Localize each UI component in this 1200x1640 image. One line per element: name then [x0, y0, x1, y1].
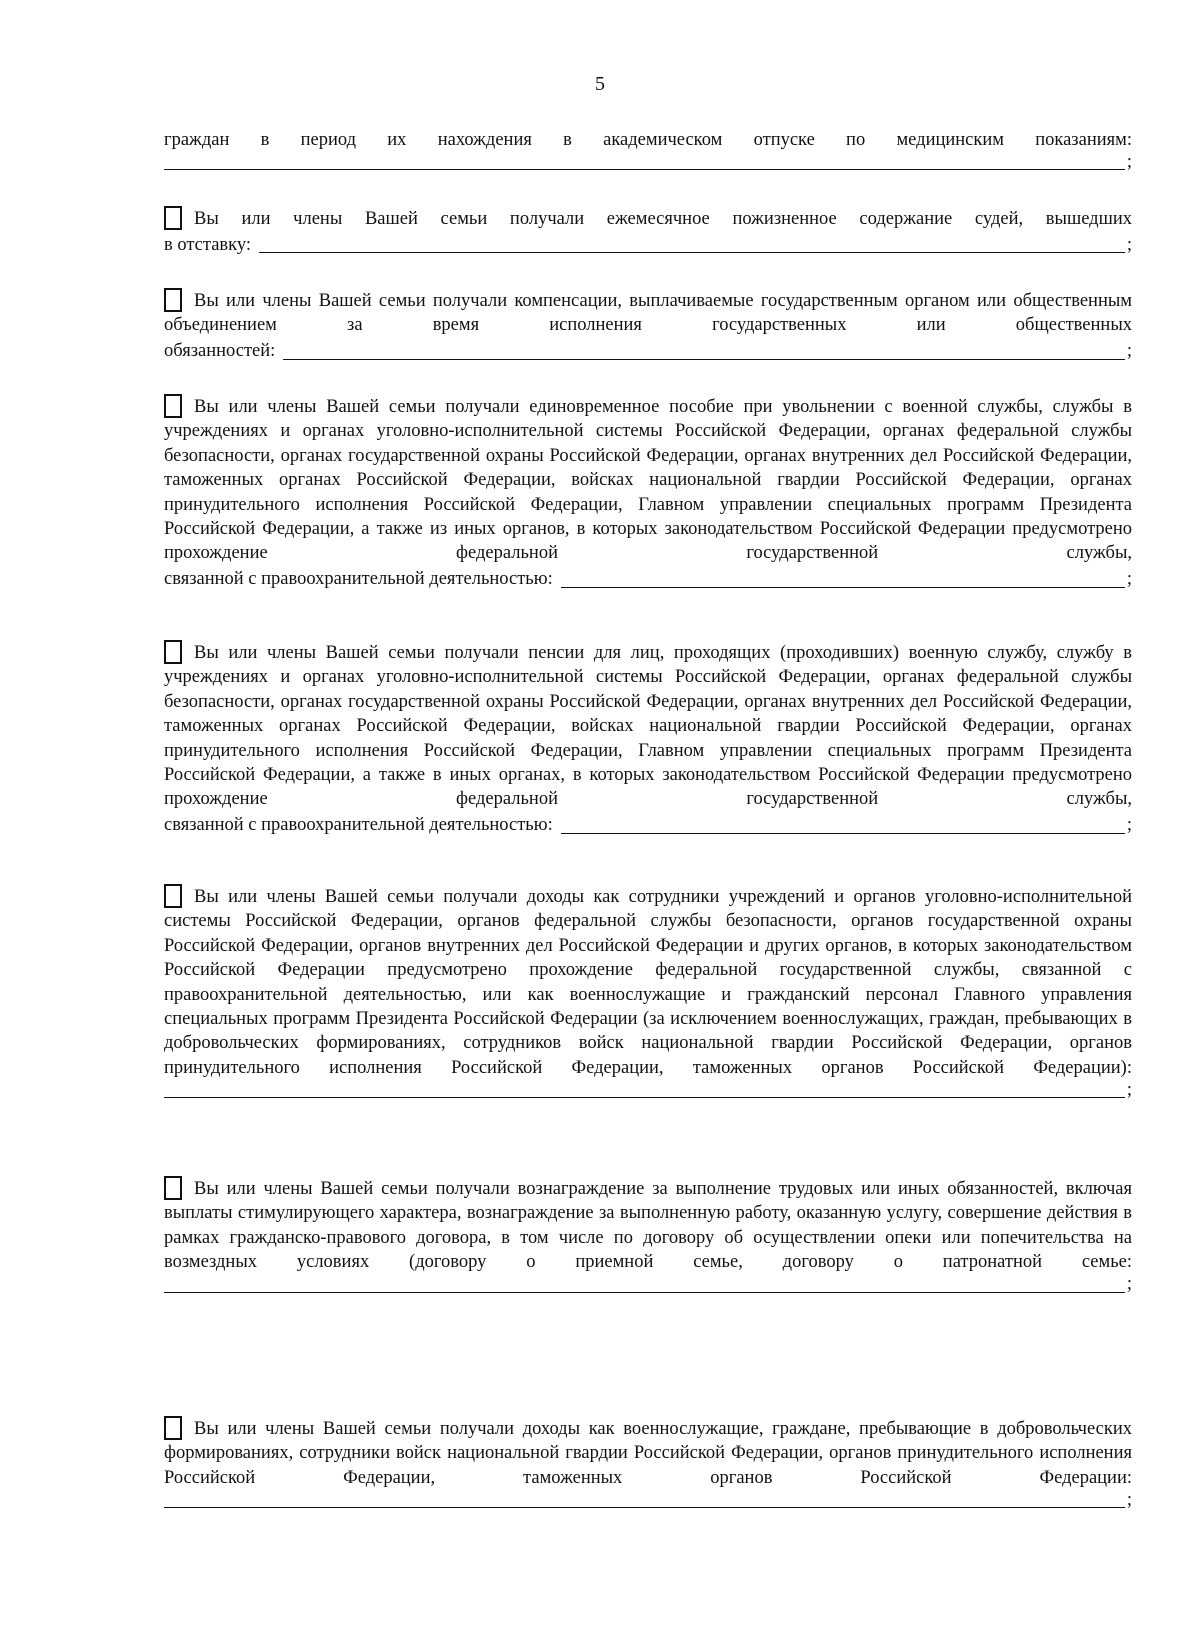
section-text: Вы или члены Вашей семьи получали вознаграждение за выполнение трудовых или иных обязанностей, включая выплаты стимулирующего характера, вознаграждение за выполненную работу, оказанную услугу, совершение действия в рамках гражданско-правового договора, в том числе по договору об осуществлении опеки или попечительства на возмездных условиях (договору о приемной семье, договору о патронатной семье: [164, 1176, 1132, 1275]
answer-line[interactable] [164, 812, 1132, 838]
line-terminator: ; [1126, 235, 1132, 255]
section-checkbox[interactable] [164, 884, 182, 908]
answer-label: связанной с правоохранительной деятельностью: [164, 815, 553, 836]
line-terminator: ; [1126, 815, 1132, 836]
answer-rule [164, 1491, 1125, 1508]
section-checkbox[interactable] [164, 640, 182, 664]
answer-rule [259, 234, 1125, 253]
answer-line[interactable] [164, 566, 1132, 592]
answer-line[interactable] [164, 152, 1132, 174]
section-text: Вы или члены Вашей семьи получали единовременное пособие при увольнении с военной службы, службы в учреждениях и органах уголовно-исполнительной системы Российской Федерации, органах федеральной службы безопасности, органах государственной охраны Российской Федерации, органах внутренних дел Российской Федерации, таможенных органах Российской Федерации, войсках национальной гвардии Российской Федерации, органах принудительного исполнения Российской Федерации, Главном управлении специальных программ Президента Российской Федерации, а также из иных органов, в которых законодательством Российской Федерации предусмотрено прохождение федеральной государственной службы, [164, 394, 1132, 566]
section-labor-remuneration [164, 1176, 1132, 1297]
answer-label: связанной с правоохранительной деятельностью: [164, 569, 553, 590]
section-state-duties-compensation [164, 288, 1132, 364]
line-terminator: ; [1126, 1079, 1132, 1100]
answer-line[interactable] [164, 1490, 1132, 1512]
line-terminator: ; [1126, 1274, 1132, 1295]
section-text: Вы или члены Вашей семьи получали пенсии для лиц, проходящих (проходивших) военную службу, службу в учреждениях и органах уголовно-исполнительной системы Российской Федерации, органах федеральной службы безопасности, органах государственной охраны Российской Федерации, органах внутренних дел Российской Федерации, таможенных органах Российской Федерации, войсках национальной гвардии Российской Федерации, органах принудительного исполнения Российской Федерации, Главном управлении специальных программ Президента Российской Федерации, а также в иных органах, в которых законодательством Российской Федерации предусмотрено прохождение федеральной государственной службы, [164, 640, 1132, 812]
section-checkbox[interactable] [164, 206, 182, 230]
line-terminator: ; [1126, 152, 1132, 172]
section-academic-leave [164, 128, 1132, 174]
section-text: Вы или члены Вашей семьи получали компенсации, выплачиваемые государственным органом или общественным объединением за время исполнения государственных или общественных [164, 288, 1132, 338]
line-terminator: ; [1126, 1489, 1132, 1510]
section-checkbox[interactable] [164, 288, 182, 312]
section-military-pensions [164, 640, 1132, 838]
section-checkbox[interactable] [164, 1416, 182, 1440]
answer-rule [164, 1276, 1125, 1293]
answer-label: обязанностей: [164, 341, 276, 362]
answer-rule [164, 1081, 1125, 1098]
section-text: граждан в период их нахождения в академическом отпуске по медицинским показаниям: [164, 130, 1132, 150]
answer-rule [561, 815, 1125, 834]
section-servicemen-income [164, 1416, 1132, 1512]
section-text: Вы или члены Вашей семьи получали доходы как военнослужащие, граждане, пребывающие в добровольческих формированиях, сотрудники войск национальной гвардии Российской Федерации, органов принудительного исполнения Российской Федерации, таможенных органов Российской Федерации: [164, 1416, 1132, 1490]
section-text: Вы или члены Вашей семьи получали доходы как сотрудники учреждений и органов уголовно-исполнительной системы Российской Федерации, органов федеральной службы безопасности, органов государственной охраны Российской Федерации, органов внутренних дел Российской Федерации и других органов, в которых законодательством Российской Федерации предусмотрено прохождение федеральной государственной службы, связанной с правоохранительной деятельностью, или как военнослужащие и гражданский персонал Главного управления специальных программ Президента Российской Федерации (за исключением военнослужащих, граждан, пребывающих в добровольческих формированиях, сотрудников войск национальной гвардии Российской Федерации, органов принудительного исполнения Российской Федерации, таможенных органов Российской Федерации): [164, 884, 1132, 1080]
section-retired-judges [164, 206, 1132, 257]
line-terminator: ; [1126, 569, 1132, 590]
section-law-enforcement-income [164, 884, 1132, 1102]
answer-label: в отставку: [164, 235, 252, 255]
page-number: 5 [595, 73, 605, 95]
answer-rule [283, 341, 1125, 360]
answer-line[interactable] [164, 1080, 1132, 1102]
answer-rule [561, 569, 1125, 588]
answer-line[interactable] [164, 338, 1132, 364]
answer-line[interactable] [164, 231, 1132, 257]
answer-rule [164, 153, 1125, 170]
answer-line[interactable] [164, 1275, 1132, 1297]
section-military-severance [164, 394, 1132, 592]
section-text: Вы или члены Вашей семьи получали ежемесячное пожизненное содержание судей, вышедших [164, 206, 1132, 231]
section-checkbox[interactable] [164, 394, 182, 418]
section-checkbox[interactable] [164, 1176, 182, 1200]
line-terminator: ; [1126, 341, 1132, 362]
